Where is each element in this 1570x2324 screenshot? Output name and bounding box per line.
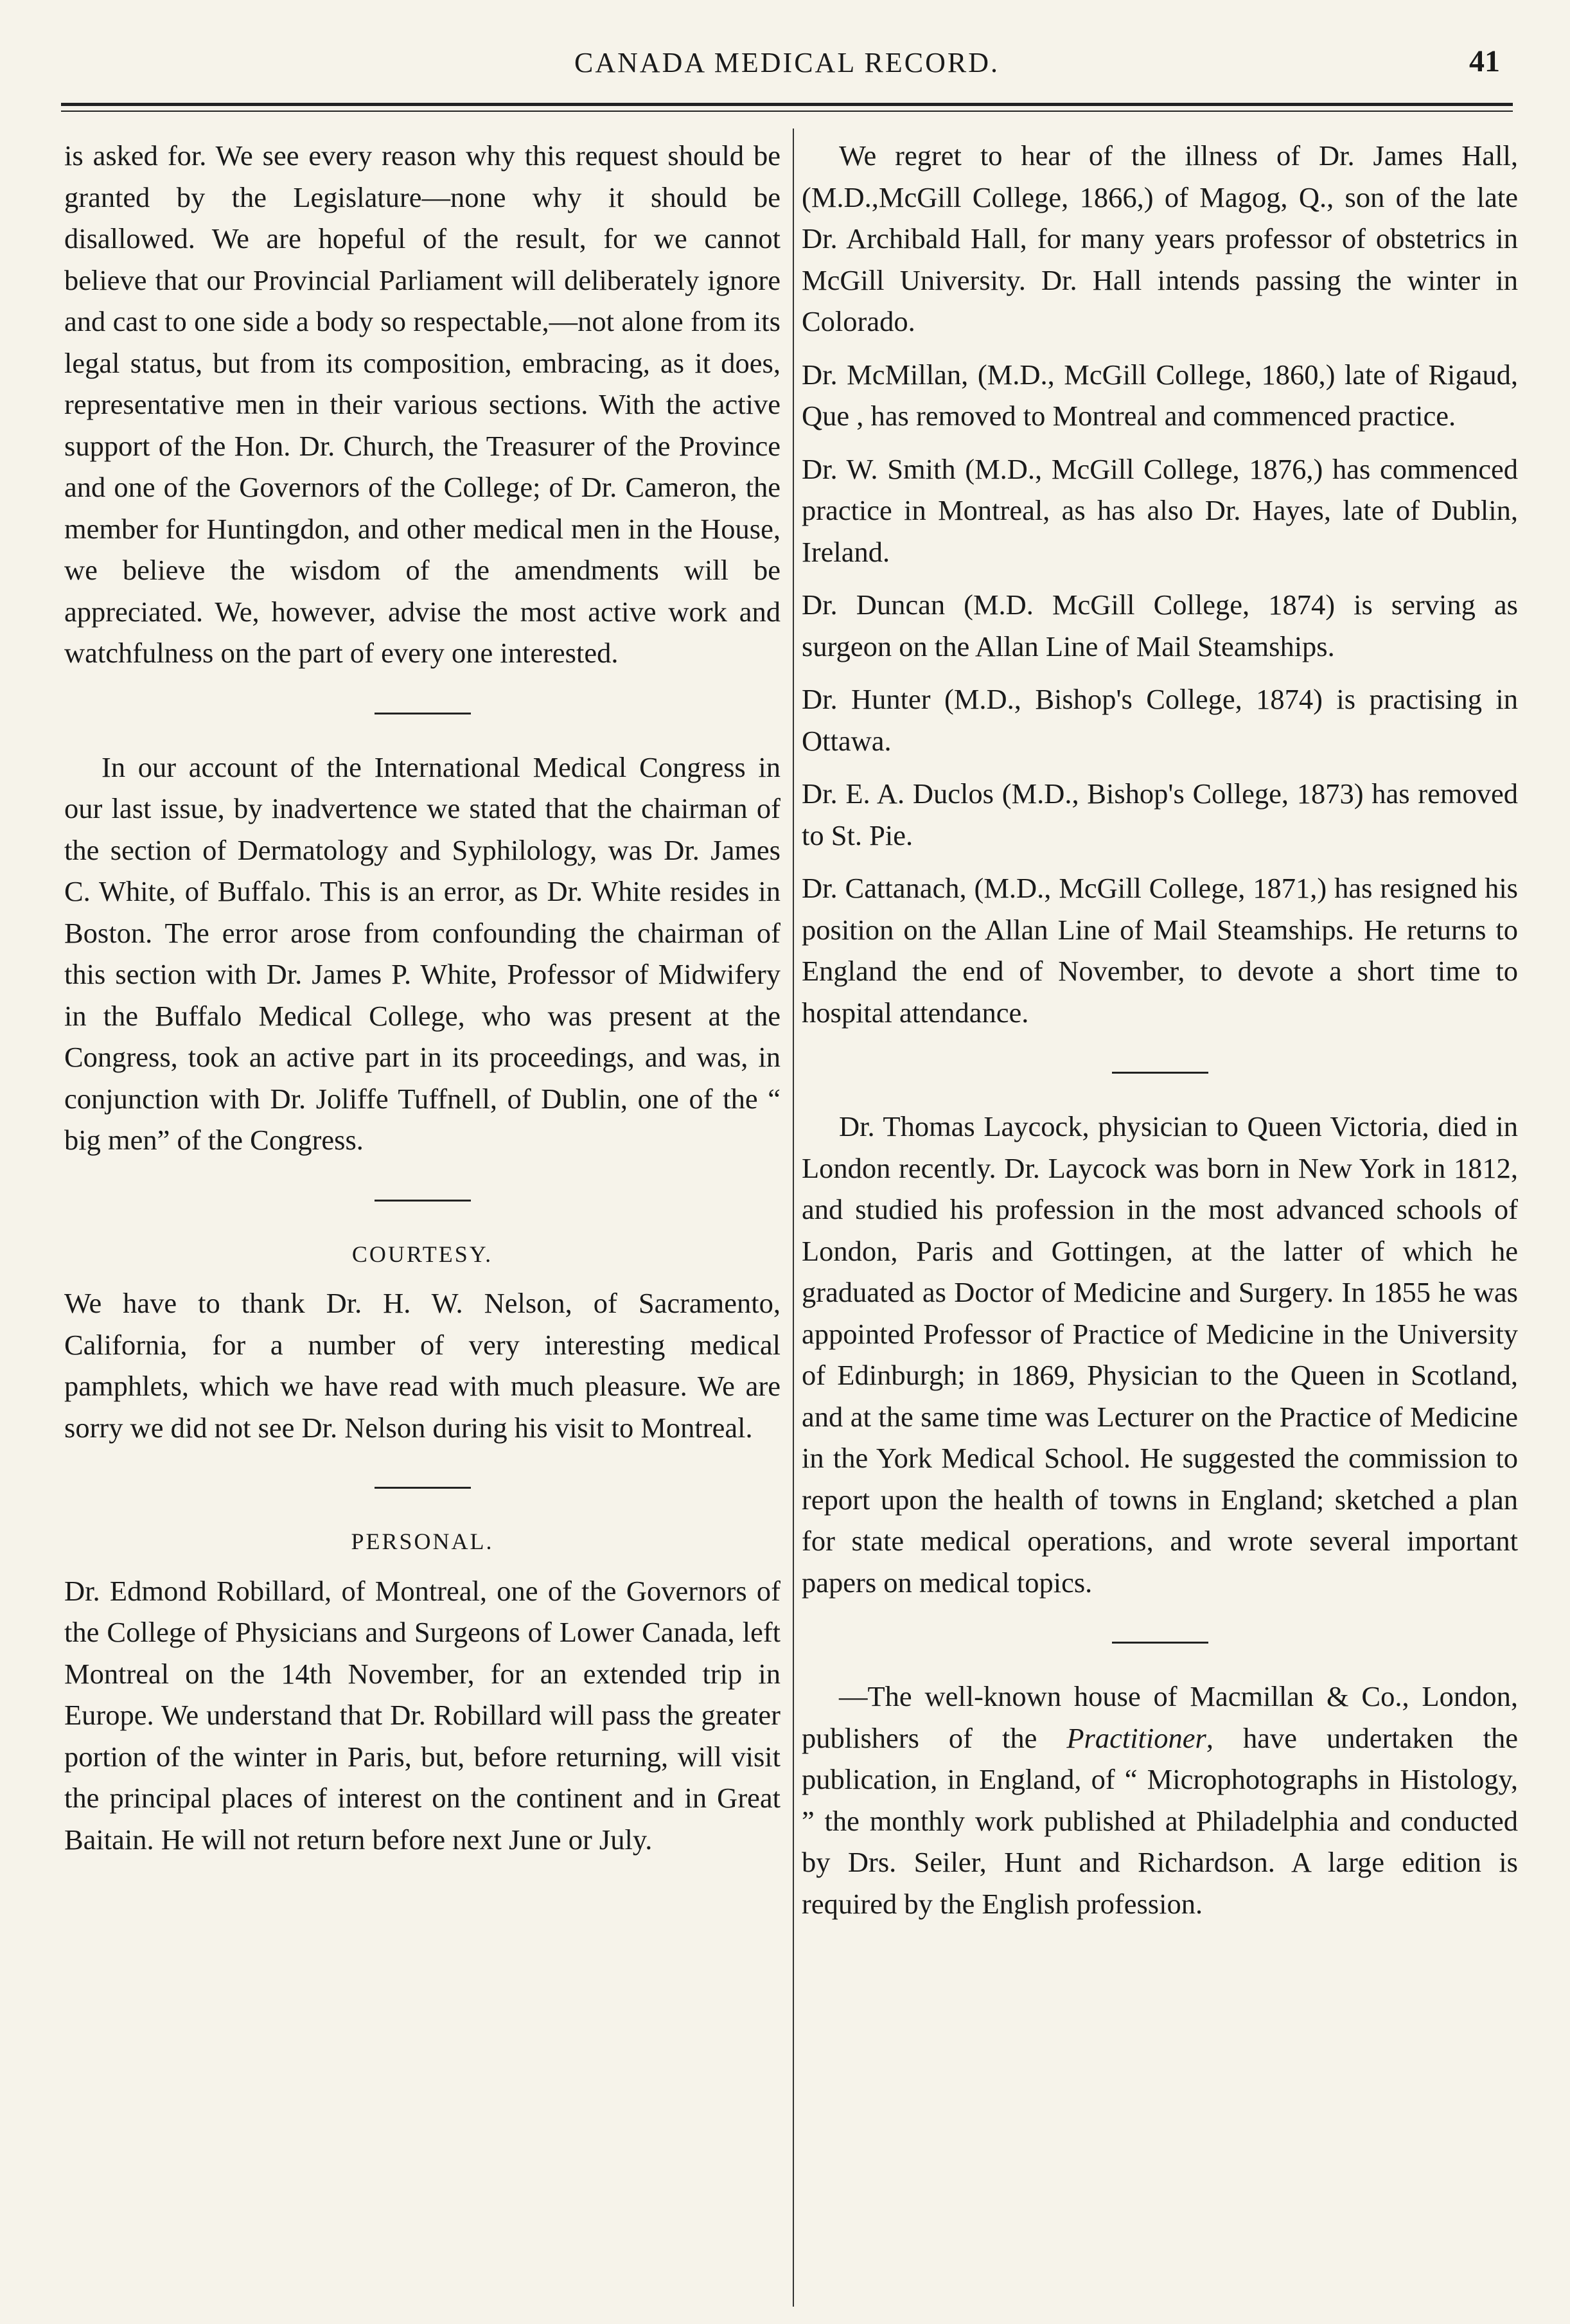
- paragraph-mcmillan: Dr. McMillan, (M.D., McGill College, 1860,) late of Rigaud, Que , has removed to Montreal and commenced practice.: [802, 358, 1518, 432]
- page-number: 41: [1469, 44, 1500, 78]
- paragraph-cattanach: Dr. Cattanach, (M.D., McGill College, 1871,) has resigned his position on the Allan Line of Mail Steamships. He returns to England the end of November, to devote a short time to hospital attendance.: [802, 872, 1518, 1029]
- paragraph-duclos: Dr. E. A. Duclos (M.D., Bishop's College, 1873) has removed to St. Pie.: [802, 777, 1518, 851]
- section-separator: [375, 1487, 471, 1489]
- header-rule-thin: [61, 111, 1513, 112]
- running-header: [61, 39, 1513, 90]
- paragraph-courtesy: We have to thank Dr. H. W. Nelson, of Sacramento, California, for a number of very interesting medical pamphlets, which we have read with much pleasure. We are sorry we did not see Dr. Nelson during his visit to Montreal.: [64, 1287, 781, 1444]
- paragraph-robillard: Dr. Edmond Robillard, of Montreal, one of the Governors of the College of Physicians and Surgeons of Lower Canada, left Montreal on the 14th November, for an extended trip in Europe. We understand that Dr. Robillard will pass the greater portion of the winter in Paris, but, before returning, will visit the principal places of interest on the continent and in Great Baitain. He will not return before next June or July.: [64, 1574, 781, 1856]
- column-divider: [793, 129, 794, 2307]
- paragraph-congress-correction: In our account of the International Medical Congress in our last issue, by inadvertence we stated that the chairman of the section of Dermatology and Syphilology, was Dr. James C. White, of Buffalo. This is an error, as Dr. White resides in Boston. The error arose from confounding the chairman of this section with Dr. James P. White, Professor of Midwifery in the Buffalo Medical College, who was present at the Congress, took an active part in its proceedings, and was, in conjunction with Dr. Joliffe Tuffnell, of Dublin, one of the “ big men” of the Congress.: [64, 750, 781, 1156]
- macmillan-text-end: , have undertaken the publication, in England, of “ Microphotographs in Histology, ” the monthly work published at Philadelphia and conducted by Drs. Seiler, Hunt and Richardson. A large edition is required by the English profession.: [802, 1721, 1518, 1920]
- section-separator: [375, 1200, 471, 1202]
- macmillan-text-start: —The well-known house of Macmillan & Co., London, publishers of the: [802, 1680, 1518, 1754]
- heading-personal: PERSONAL.: [351, 1529, 494, 1554]
- paragraph-smith: Dr. W. Smith (M.D., McGill College, 1876,) has commenced practice in Montreal, as has also Dr. Hayes, late of Dublin, Ireland.: [802, 452, 1518, 568]
- paragraph-hall: We regret to hear of the illness of Dr. James Hall, (M.D.,McGill College, 1866,) of Magog, Q., son of the late Dr. Archibald Hall, for many years professor of obstetrics in McGill University. Dr. Hall intends passing the winter in Colorado.: [802, 139, 1518, 337]
- paragraph-duncan: Dr. Duncan (M.D. McGill College, 1874) is serving as surgeon on the Allan Line of Mail Steamships.: [802, 589, 1518, 662]
- section-separator: [1112, 1642, 1208, 1644]
- paragraph-legislature: is asked for. We see every reason why this request should be granted by the Legislature—none why it should be disallowed. We are hopeful of the result, for we cannot believe that our Provincial Parliament will deliberately ignore and cast to one side a body so respectable,—not alone from its legal status, but from its composition, embracing, as it does, representative men in their various sections. With the active support of the Hon. Dr. Church, the Treasurer of the Province and one of the Governors of the College; of Dr. Cameron, the member for Huntingdon, and other medical men in the House, we believe the wisdom of the amendments will be appreciated. We, however, advise the most active work and watchfulness on the part of every one interested.: [64, 139, 781, 669]
- paragraph-laycock: Dr. Thomas Laycock, physician to Queen Victoria, died in London recently. Dr. Laycock was born in New York in 1812, and studied his profession in the most advanced schools of London, Paris and Gottingen, at the latter of which he graduated as Doctor of Medicine and Surgery. In 1855 he was appointed Professor of Practice of Medicine in the University of Edinburgh; in 1869, Physician to the Queen in Scotland, and at the same time was Lecturer on the Practice of Medicine in the York Medical School. He suggested the commission to report upon the health of towns in England; sketched a plan for state medical operations, and wrote several important papers on medical topics.: [802, 1110, 1518, 1599]
- right-column: [802, 135, 1518, 1924]
- section-separator: [375, 713, 471, 714]
- running-title: CANADA MEDICAL RECORD.: [574, 47, 1000, 78]
- heading-courtesy: COURTESY.: [351, 1241, 493, 1267]
- paragraph-hunter: Dr. Hunter (M.D., Bishop's College, 1874) is practising in Ottawa.: [802, 683, 1518, 757]
- section-separator: [1112, 1072, 1208, 1074]
- practitioner-title: Practitioner: [1066, 1721, 1206, 1754]
- left-column: [64, 135, 781, 1860]
- paragraph-macmillan: [802, 1676, 1518, 1924]
- header-rule: [61, 103, 1513, 106]
